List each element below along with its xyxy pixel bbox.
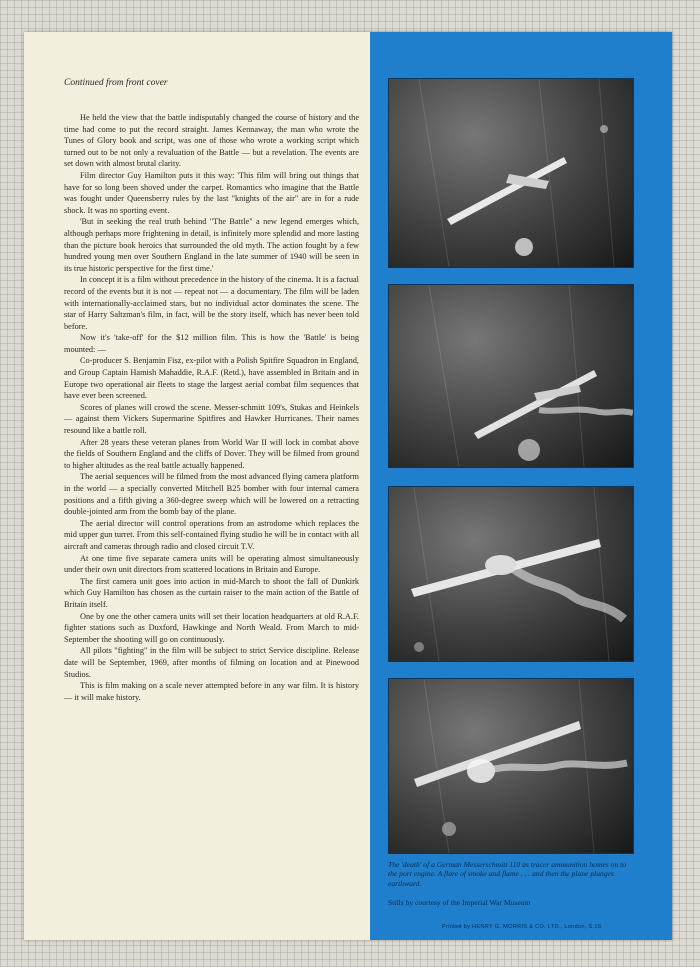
article-paragraph: All pilots "fighting" in the film will be subject to strict Service discipline. Release date will be September, 1969, after months of filming on location and at Pinewood Studios. [64, 646, 359, 679]
stills-caption: The 'death' of a German Messerschmitt 110 as tracer ammunition homes on to the port engine. A flare of smoke and flame . . . and then the plane plunges earthward. [388, 860, 627, 888]
film-still-2 [388, 284, 634, 468]
plane-image [389, 679, 633, 853]
plane-image [389, 487, 633, 661]
article-paragraph: 'But in seeking the real truth behind "The Battle" a new legend emerges which, although perhaps more frightening in detail, is infinitely more splendid and more lasting than the picture book heroics that surrounded the old myth. The action fought by a few hundred young men over Southern England in the late summer of 1940 will be seen in its true historic perspective for the first time.' [64, 217, 359, 273]
article-paragraph: Film director Guy Hamilton puts it this way: 'This film will bring out things that have for so long been shoved under the carpet. Romantics who imagine that the Battle was fought under Queensberry rules by the last "knights of the air" are in for a rude shock. It was no sporting event. [64, 170, 359, 215]
leaflet-sheet [24, 32, 672, 940]
printer-imprint: Printed by HENRY G. MORRIS & CO. LTD., London, S.16 [442, 924, 602, 930]
article-paragraph: The first camera unit goes into action in mid-March to shoot the fall of Dunkirk which Guy Hamilton has chosen as the curtain raiser to the main action of the Battle of Britain itself. [64, 576, 359, 609]
article-paragraph: After 28 years these veteran planes from World War II will lock in combat above the fields of Southern England and the cliffs of Dover. They will be filmed from ground to higher altitudes as the real battle actually happened. [64, 437, 359, 470]
article-body [64, 112, 359, 703]
article-paragraph: Scores of planes will crowd the scene. Messer-schmitt 109's, Stukas and Heinkels — against them Vickers Supermarine Spitfires and Hawker Hurricanes. Their names resound like a battle roll. [64, 402, 359, 436]
plane-image [389, 79, 633, 267]
article-paragraph: One by one the other camera units will set their location headquarters at old R.A.F. fighter stations such as Duxford, Hawkinge and North Weald. From March to mid-September the shooting will go on continuously. [64, 611, 359, 644]
plane-image [389, 285, 633, 467]
stills-panel [370, 32, 672, 940]
article-page [24, 32, 370, 940]
article-paragraph: Co-producer S. Benjamin Fisz, ex-pilot with a Polish Spitfire Squadron in England, and Group Captain Hamish Mahaddie, R.A.F. (Retd.), have assembled in Britain and in Europe two operational air fleets to stage the largest aerial combat film sequences that have ever been screened. [64, 356, 359, 401]
article-paragraph: The aerial sequences will be filmed from the most advanced flying camera platform in the world — a specially converted Mitchell B25 bomber with four internal camera positions and a fifth giving a 360-degree sweep which will be lowered on a retracting double-jointed arm from the bomb bay of the plane. [64, 472, 359, 517]
article-paragraph: In concept it is a film without precedence in the history of the cinema. It is a factual record of the events but it is not — repeat not — a documentary. The film will be laden with internationally-acclaimed stars, but no individual actor dominates the scene. The star of Harry Saltzman's film, in fact, will be the story itself, which has never been told before. [64, 275, 359, 331]
continued-label: Continued from front cover [64, 78, 168, 88]
film-still-4 [388, 678, 634, 854]
stills-credit: Stills by courtesy of the Imperial War Museum [388, 898, 531, 907]
article-paragraph: This is film making on a scale never attempted before in any war film. It is history — it will make history. [64, 681, 359, 702]
article-paragraph: Now it's 'take-off' for the $12 million film. This is how the 'Battle' is being mounted: — [64, 333, 359, 354]
article-paragraph: He held the view that the battle indisputably changed the course of history and the time had come to put the record straight. James Kennaway, the man who wrote the Tunes of Glory book and script, was one of those who wrote a working script which turned out to be not only a revaluation of the Battle — but a revelation. The events are set down with almost brutal clarity. [64, 113, 359, 169]
article-paragraph: The aerial director will control operations from an astrodome which replaces the mid upper gun turret. From this self-contained flying studio he will be in contact with all aircraft and cameras through radio and closed circuit T.V. [64, 518, 359, 551]
film-still-1 [388, 78, 634, 268]
film-still-3 [388, 486, 634, 662]
article-paragraph: At one time five separate camera units will be operating almost simultaneously under their own unit directors from scattered locations in Britain and Europe. [64, 553, 359, 575]
